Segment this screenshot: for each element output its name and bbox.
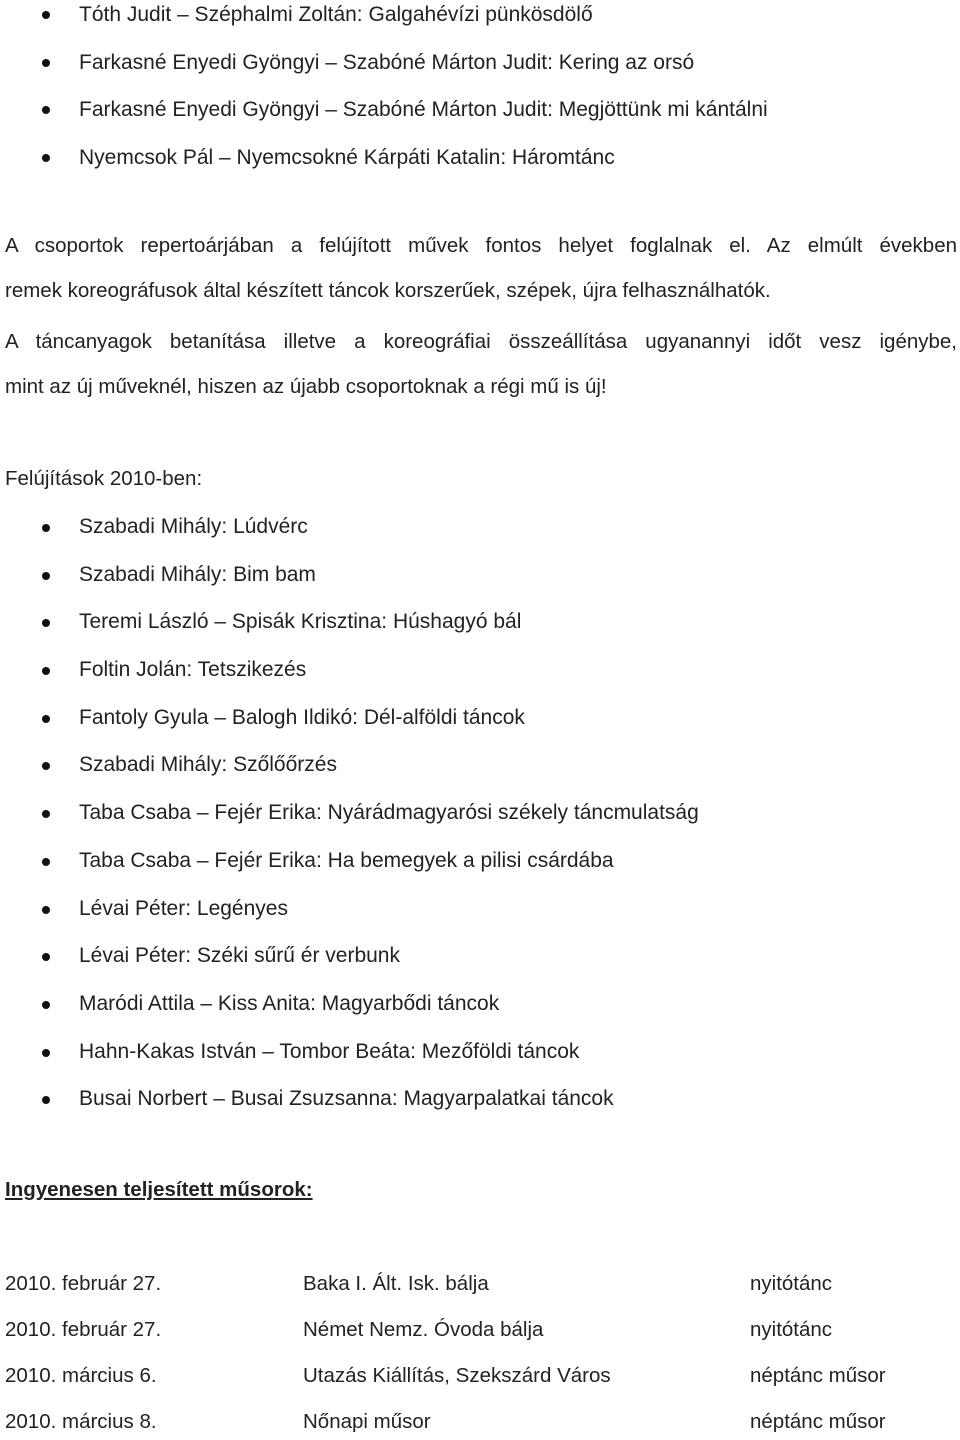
top-bullet-list	[0, 0, 960, 190]
paragraph-repertoire	[5, 233, 957, 304]
bullet-icon	[42, 572, 50, 580]
bullet-icon	[42, 906, 50, 914]
list-item	[0, 1037, 960, 1085]
bullet-icon	[42, 667, 50, 675]
table-row	[0, 1318, 960, 1348]
list-item	[0, 0, 960, 48]
list-item	[0, 941, 960, 989]
list-item-text: Szabadi Mihály: Lúdvérc	[79, 515, 308, 538]
performance-event: Német Nemz. Óvoda bálja	[303, 1318, 544, 1341]
list-item	[0, 846, 960, 894]
renewals-bullet-list	[0, 512, 960, 1132]
list-item	[0, 750, 960, 798]
performance-date: 2010. március 6.	[5, 1364, 157, 1387]
paragraph-line: mint az új műveknél, hiszen az újabb csoportoknak a régi mű is új!	[5, 375, 607, 398]
bullet-icon	[42, 1096, 50, 1104]
performance-type: nyitótánc	[750, 1272, 833, 1295]
list-item-text: Farkasné Enyedi Gyöngyi – Szabóné Márton Judit: Megjöttünk mi kántálni	[79, 98, 768, 121]
bullet-icon	[42, 11, 50, 19]
paragraph-line: A csoportok repertoárjában a felújított művek fontos helyet foglalnak el. Az elmúlt években	[5, 234, 957, 257]
list-item	[0, 798, 960, 846]
list-item-text: Szabadi Mihály: Szőlőőrzés	[79, 753, 337, 777]
table-row	[0, 1272, 960, 1302]
performance-date: 2010. február 27.	[5, 1318, 162, 1341]
list-item	[0, 48, 960, 96]
list-item-text: Busai Norbert – Busai Zsuzsanna: Magyarpalatkai táncok	[79, 1087, 614, 1111]
bullet-icon	[42, 524, 50, 532]
bullet-icon	[42, 59, 50, 67]
list-item-text: Taba Csaba – Fejér Erika: Nyárádmagyarósi székely táncmulatság	[79, 801, 699, 825]
list-item-text: Tóth Judit – Széphalmi Zoltán: Galgahévízi pünkösdölő	[79, 3, 593, 26]
list-item	[0, 143, 960, 191]
list-item-text: Teremi László – Spisák Krisztina: Húshagyó bál	[79, 610, 522, 634]
list-item-text: Foltin Jolán: Tetszikezés	[79, 658, 307, 682]
bullet-icon	[42, 762, 50, 770]
list-item-text: Fantoly Gyula – Balogh Ildikó: Dél-alföldi táncok	[79, 705, 525, 729]
list-item	[0, 95, 960, 143]
free-performances-heading: Ingyenesen teljesített műsorok:	[5, 1178, 313, 1201]
list-item-text: Lévai Péter: Legényes	[79, 896, 288, 920]
list-item	[0, 1084, 960, 1132]
paragraph-line: A táncanyagok betanítása illetve a koreográfiai összeállítása ugyanannyi időt vesz igénybe,	[5, 330, 957, 353]
list-item-text: Hahn-Kakas István – Tombor Beáta: Mezőföldi táncok	[79, 1039, 580, 1063]
bullet-icon	[42, 1001, 50, 1009]
renewals-label: Felújítások 2010-ben:	[5, 467, 203, 490]
list-item	[0, 512, 960, 560]
bullet-icon	[42, 619, 50, 627]
list-item	[0, 894, 960, 942]
performance-type: néptánc műsor	[750, 1364, 886, 1387]
list-item-text: Nyemcsok Pál – Nyemcsokné Kárpáti Katalin: Háromtánc	[79, 145, 615, 169]
performance-type: nyitótánc	[750, 1318, 833, 1341]
table-row	[0, 1410, 960, 1440]
bullet-icon	[42, 810, 50, 818]
performance-date: 2010. március 8.	[5, 1410, 157, 1433]
performance-event: Utazás Kiállítás, Szekszárd Város	[303, 1364, 611, 1387]
performance-date: 2010. február 27.	[5, 1272, 162, 1295]
list-item-text: Maródi Attila – Kiss Anita: Magyarbődi táncok	[79, 991, 500, 1015]
bullet-icon	[42, 715, 50, 723]
performance-event: Nőnapi műsor	[303, 1410, 431, 1433]
performance-type: néptánc műsor	[750, 1410, 886, 1433]
paragraph-line: remek koreográfusok által készített táncok korszerűek, szépek, újra felhasználhatók.	[5, 279, 771, 302]
bullet-icon	[42, 154, 50, 162]
bullet-icon	[42, 106, 50, 114]
performance-event: Baka I. Ált. Isk. bálja	[303, 1272, 489, 1295]
bullet-icon	[42, 1049, 50, 1057]
bullet-icon	[42, 953, 50, 961]
list-item-text: Farkasné Enyedi Gyöngyi – Szabóné Márton Judit: Kering az orsó	[79, 50, 695, 74]
list-item-text: Taba Csaba – Fejér Erika: Ha bemegyek a pilisi csárdába	[79, 848, 614, 872]
list-item	[0, 655, 960, 703]
list-item	[0, 703, 960, 751]
bullet-icon	[42, 858, 50, 866]
list-item-text: Lévai Péter: Széki sűrű ér verbunk	[79, 944, 400, 968]
table-row	[0, 1364, 960, 1394]
paragraph-teaching	[5, 329, 957, 400]
list-item	[0, 607, 960, 655]
list-item	[0, 560, 960, 608]
list-item-text: Szabadi Mihály: Bim bam	[79, 562, 316, 586]
list-item	[0, 989, 960, 1037]
